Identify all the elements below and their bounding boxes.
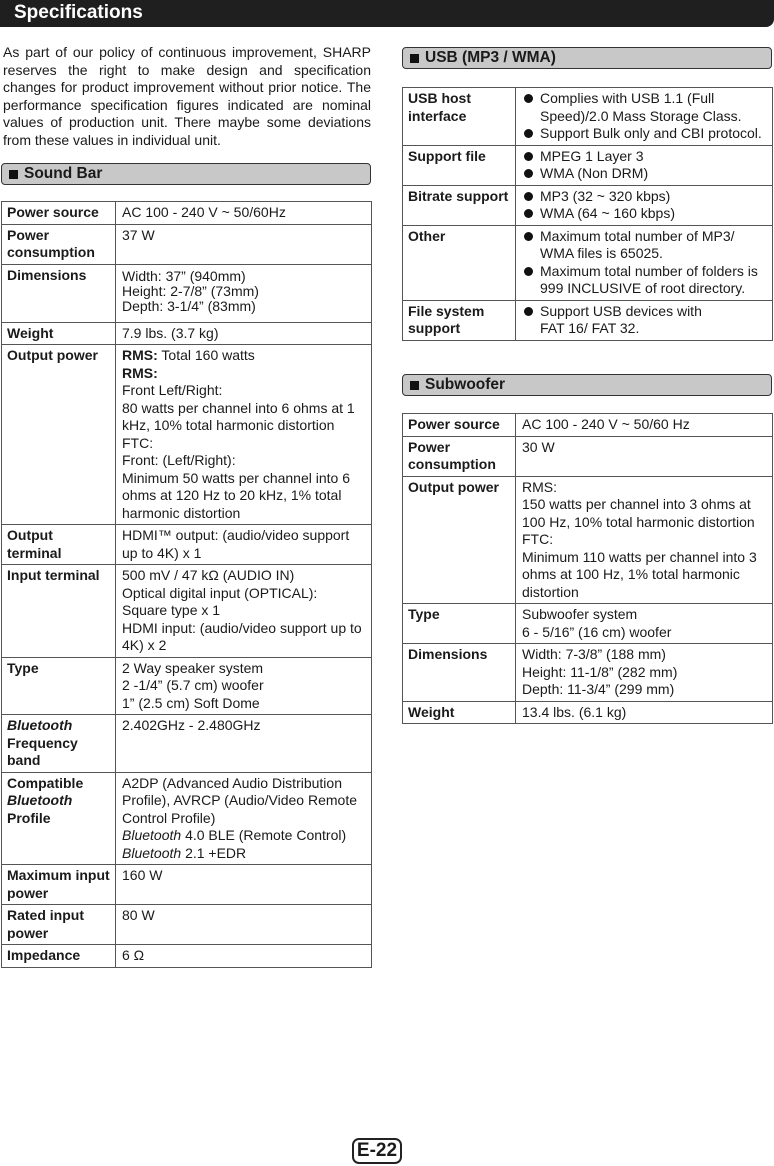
table-row: Input terminal 500 mV / 47 kΩ (AUDIO IN) Optical digital input (OPTICAL): Square type x 1 HDMI input: (audio/video support up to 4K) x 2 (2, 565, 372, 658)
usb-heading: USB (MP3 / WMA) (402, 47, 772, 69)
page-title-bar (0, 0, 774, 27)
subwoofer-spec-table (402, 413, 773, 724)
table-row: Maximum input power 160 W (2, 865, 372, 905)
table-row: Weight 7.9 lbs. (3.7 kg) (2, 322, 372, 345)
square-bullet-icon (410, 54, 419, 63)
square-bullet-icon (410, 381, 419, 390)
page-title: Specifications (14, 2, 143, 23)
table-row: Power source AC 100 - 240 V ~ 50/60 Hz (403, 414, 773, 437)
table-row: Power consumption 37 W (2, 224, 372, 264)
intro-paragraph: As part of our policy of continuous improvement, SHARP reserves the right to make design and specification changes for product improvement without prior notice. The performance specification figures indicated are nominal values of production unit. There maybe some deviations from these values in individual unit. (3, 44, 371, 148)
table-row: Dimensions Width: 37” (940mm) Height: 2-7/8” (73mm) Depth: 3-1/4” (83mm) (2, 264, 372, 322)
sound-bar-spec-table (1, 201, 372, 968)
table-row: Dimensions Width: 7-3/8” (188 mm) Height: 11-1/8” (282 mm) Depth: 11-3/4” (299 mm) (403, 644, 773, 702)
table-row: Rated input power 80 W (2, 905, 372, 945)
table-row: File system support Support USB devices with FAT 16/ FAT 32. (403, 300, 773, 340)
table-row: Support file MPEG 1 Layer 3 WMA (Non DRM) (403, 145, 773, 185)
table-row: Output terminal HDMI™ output: (audio/video support up to 4K) x 1 (2, 525, 372, 565)
table-row: Power source AC 100 - 240 V ~ 50/60Hz (2, 202, 372, 225)
table-row: Output power RMS: 150 watts per channel into 3 ohms at 100 Hz, 10% total harmonic distortion FTC: Minimum 110 watts per channel into 3 ohms at 100 Hz, 1% total harmonic distortion (403, 476, 773, 604)
table-row: Output power RMS: Total 160 watts RMS: Front Left/Right: 80 watts per channel into 6 ohms at 1 kHz, 10% total harmonic distortion FTC: Front: (Left/Right): Minimum 50 watts per channel into 6 ohms at 120 Hz to 20 kHz, 1% total harmonic distortion (2, 345, 372, 525)
table-row: Weight 13.4 lbs. (6.1 kg) (403, 701, 773, 724)
table-row: Type Subwoofer system 6 - 5/16” (16 cm) woofer (403, 604, 773, 644)
table-row: Compatible Bluetooth Profile A2DP (Advanced Audio Distribution Profile), AVRCP (Audio/Video Remote Control Profile) Bluetooth 4.0 BLE (Remote Control) Bluetooth 2.1 +EDR (2, 772, 372, 865)
square-bullet-icon (9, 170, 18, 179)
sound-bar-heading: Sound Bar (1, 163, 371, 185)
table-row: Impedance 6 Ω (2, 945, 372, 968)
table-row: Bitrate support MP3 (32 ~ 320 kbps) WMA (64 ~ 160 kbps) (403, 185, 773, 225)
table-row: Type 2 Way speaker system 2 -1/4” (5.7 cm) woofer 1” (2.5 cm) Soft Dome (2, 657, 372, 715)
page-number: E-22 (352, 1138, 402, 1164)
subwoofer-heading: Subwoofer (402, 374, 772, 396)
table-row: USB host interface Complies with USB 1.1 (Full Speed)/2.0 Mass Storage Class. Support Bulk only and CBI protocol. (403, 88, 773, 146)
table-row: Bluetooth Frequency band 2.402GHz - 2.480GHz (2, 715, 372, 773)
table-row: Power consumption 30 W (403, 436, 773, 476)
table-row: Other Maximum total number of MP3/ WMA files is 65025. Maximum total number of folders is 999 INCLUSIVE of root directory. (403, 225, 773, 300)
usb-spec-table (402, 87, 773, 341)
